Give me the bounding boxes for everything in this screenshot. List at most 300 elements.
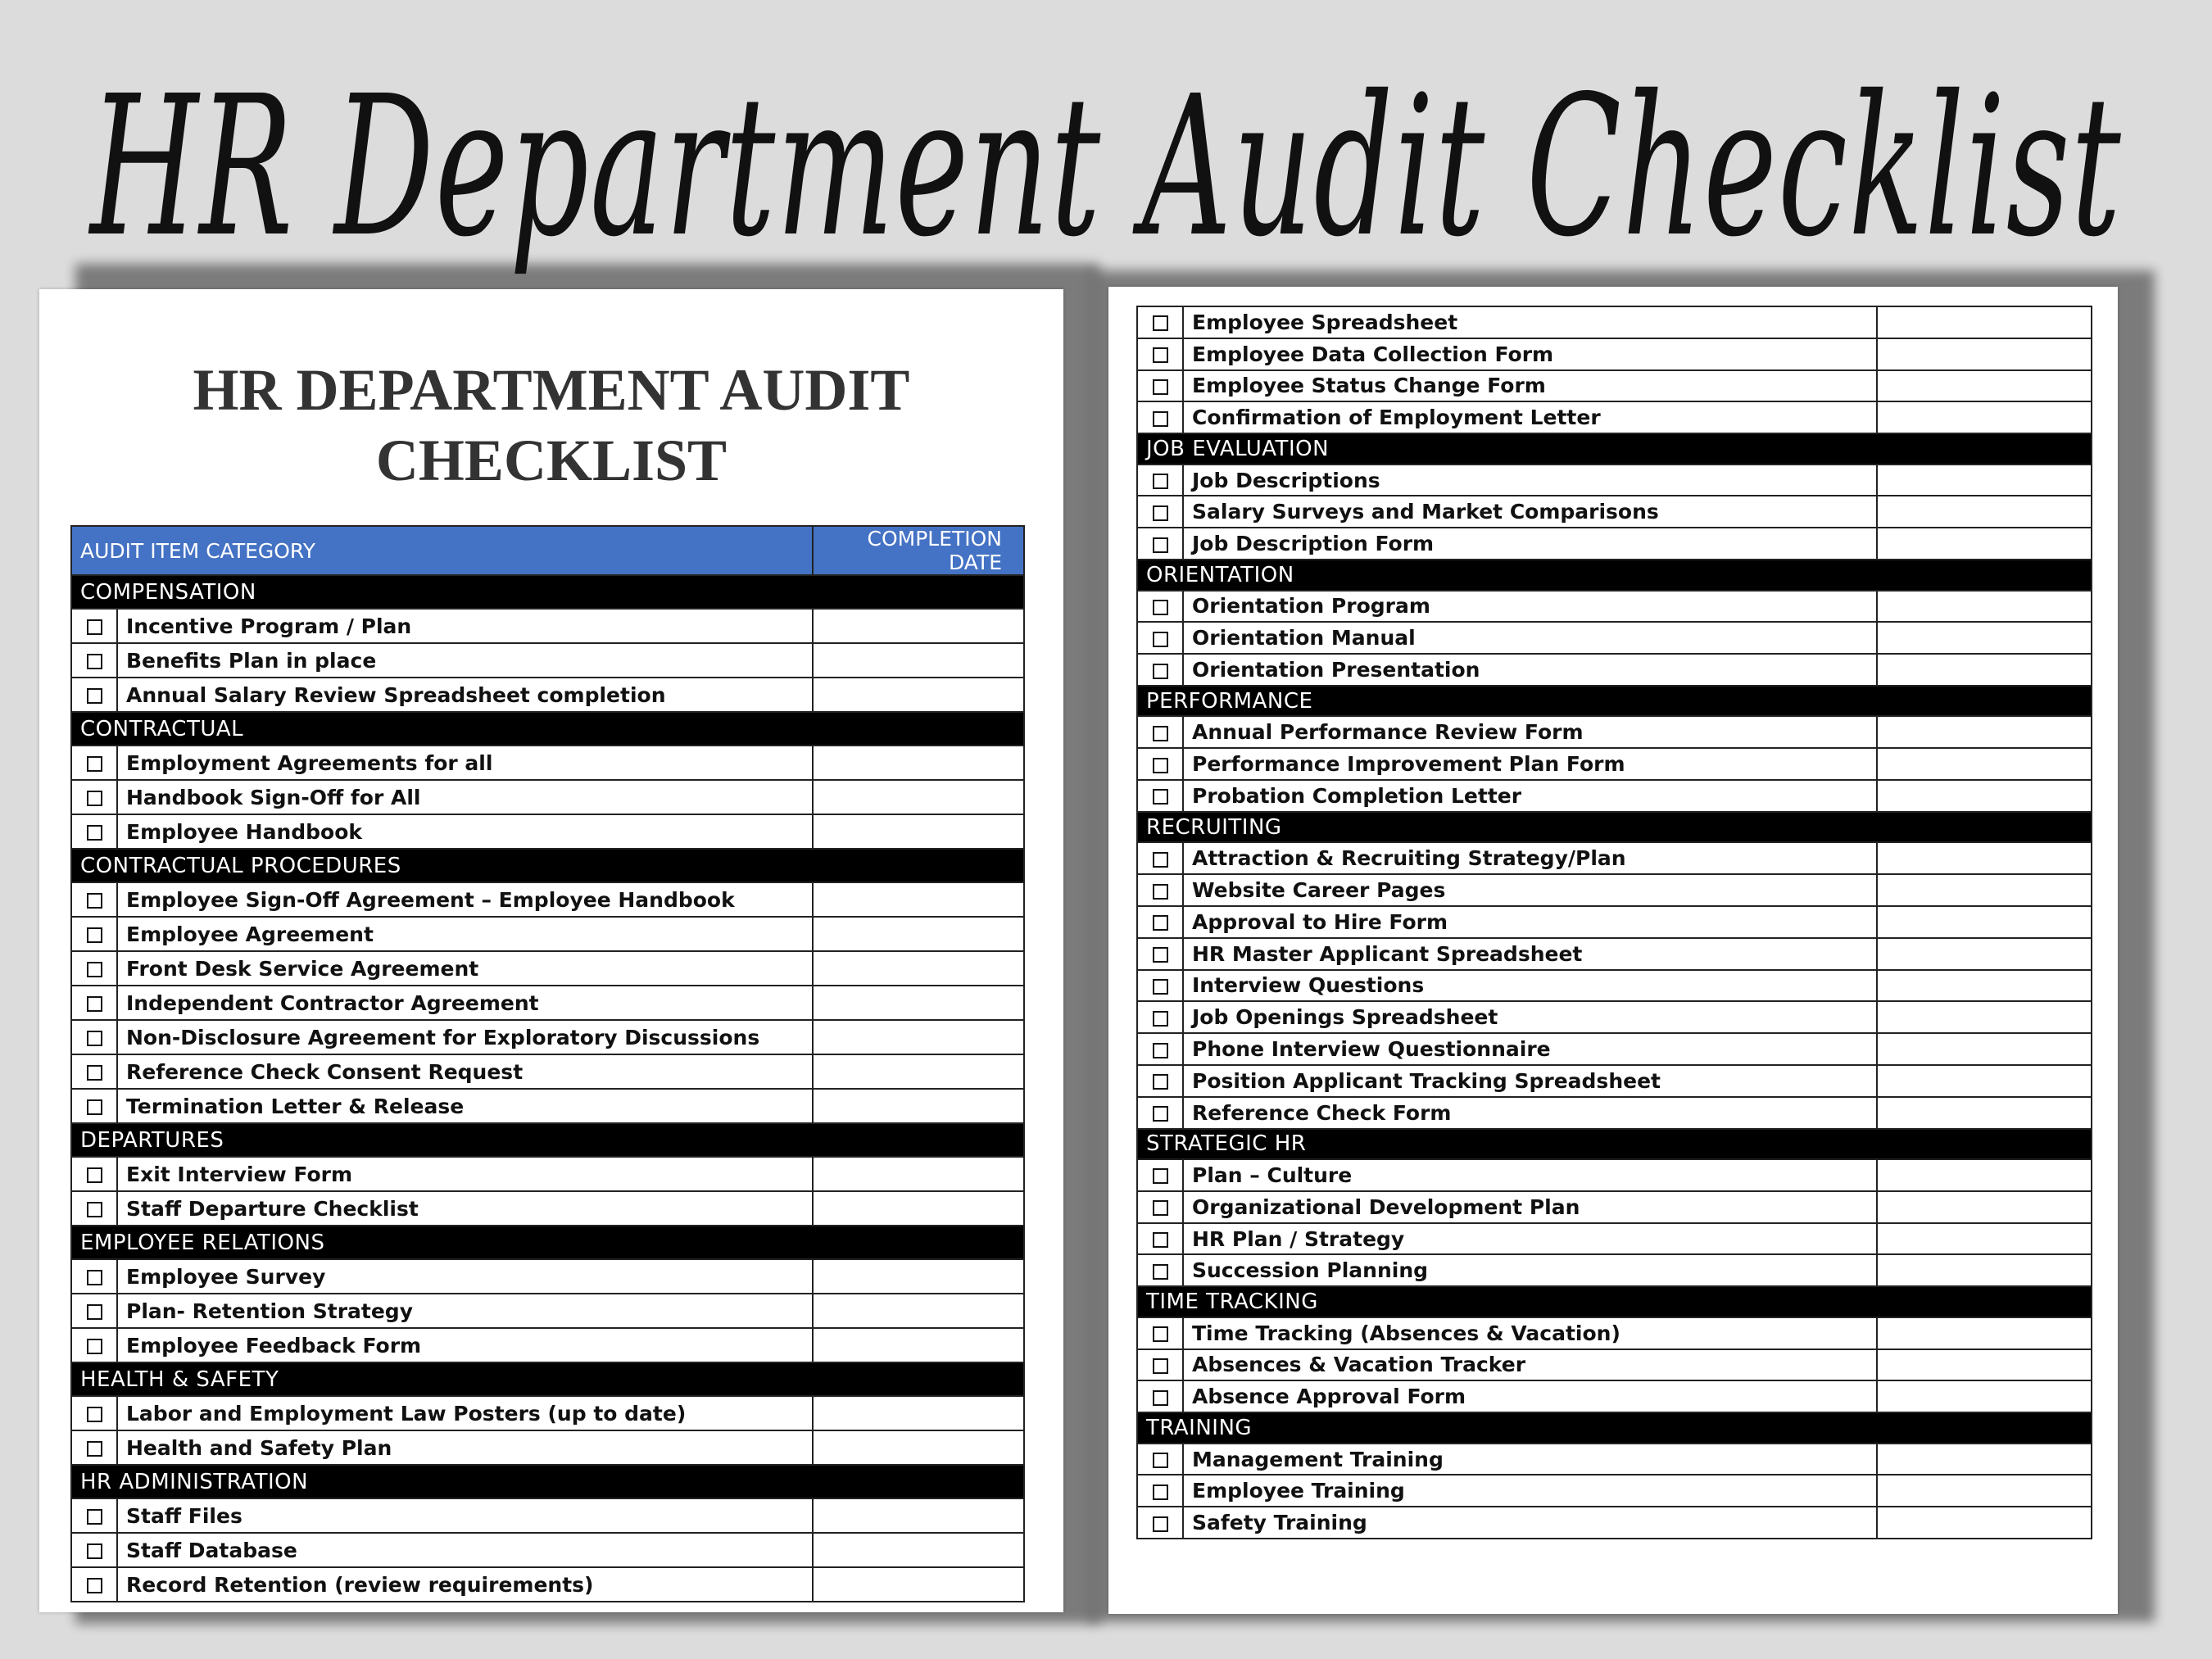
- checklist-row: [71, 746, 1024, 780]
- checkbox[interactable]: [87, 893, 102, 909]
- checkbox[interactable]: [1153, 852, 1168, 868]
- checkbox-cell: [1137, 1001, 1183, 1033]
- checklist-row: [71, 609, 1024, 643]
- checklist-item-label: Orientation Program: [1183, 591, 1877, 623]
- checklist-row: [1137, 622, 2092, 654]
- checklist-item-label: Annual Performance Review Form: [1183, 716, 1877, 748]
- audit-checklist-table-1: [70, 525, 1025, 1602]
- checklist-item-label: Record Retention (review requirements): [117, 1567, 813, 1602]
- completion-date-cell[interactable]: [1877, 528, 2092, 560]
- category-label: EMPLOYEE RELATIONS: [71, 1226, 1024, 1259]
- completion-date-cell[interactable]: [1877, 1254, 2092, 1286]
- checkbox-cell: [1137, 1380, 1183, 1412]
- checklist-row: [71, 1294, 1024, 1328]
- checkbox-cell: [1137, 1159, 1183, 1191]
- category-label: RECRUITING: [1137, 812, 2092, 843]
- category-row: [71, 1362, 1024, 1396]
- completion-date-cell[interactable]: [813, 780, 1024, 814]
- checkbox[interactable]: [87, 962, 102, 977]
- checklist-row: [1137, 591, 2092, 623]
- checklist-row: [1137, 1380, 2092, 1412]
- checkbox-cell: [71, 1533, 117, 1567]
- checklist-row: [1137, 1065, 2092, 1097]
- checklist-item-label: Labor and Employment Law Posters (up to date): [117, 1396, 813, 1430]
- checklist-row: [1137, 1317, 2092, 1349]
- checkbox[interactable]: [87, 1270, 102, 1285]
- completion-date-cell[interactable]: [813, 1396, 1024, 1430]
- checkbox[interactable]: [87, 619, 102, 635]
- checklist-row: [71, 1259, 1024, 1294]
- checklist-item-label: Reference Check Consent Request: [117, 1054, 813, 1089]
- checklist-row: [1137, 716, 2092, 748]
- category-label: HR ADMINISTRATION: [71, 1465, 1024, 1498]
- checklist-row: [1137, 842, 2092, 874]
- checkbox-cell: [1137, 1191, 1183, 1223]
- completion-date-cell[interactable]: [1877, 591, 2092, 623]
- checklist-item-label: Staff Files: [117, 1498, 813, 1533]
- checklist-item-label: Orientation Presentation: [1183, 654, 1877, 686]
- category-row: [1137, 1286, 2092, 1317]
- checklist-page-2: [1108, 287, 2118, 1614]
- checkbox[interactable]: [1153, 1453, 1168, 1468]
- category-row: [71, 1123, 1024, 1157]
- checklist-item-label: Job Description Form: [1183, 528, 1877, 560]
- checklist-row: [71, 1191, 1024, 1226]
- audit-checklist-table-2: [1136, 306, 2092, 1539]
- completion-date-cell[interactable]: [1877, 370, 2092, 402]
- checklist-row: [71, 917, 1024, 951]
- checklist-row: [1137, 1349, 2092, 1381]
- category-label: HEALTH & SAFETY: [71, 1362, 1024, 1396]
- checkbox-cell: [1137, 401, 1183, 433]
- checkbox[interactable]: [1153, 1358, 1168, 1374]
- completion-date-cell[interactable]: [1877, 622, 2092, 654]
- checkbox[interactable]: [87, 1578, 102, 1593]
- checklist-row: [71, 678, 1024, 712]
- checklist-row: [71, 1567, 1024, 1602]
- checkbox-cell: [1137, 1097, 1183, 1129]
- checklist-item-label: Plan – Culture: [1183, 1159, 1877, 1191]
- checkbox-cell: [71, 780, 117, 814]
- checkbox-cell: [71, 1430, 117, 1465]
- checkbox[interactable]: [1153, 884, 1168, 900]
- checklist-row: [1137, 748, 2092, 780]
- checklist-item-label: Benefits Plan in place: [117, 643, 813, 678]
- checklist-item-label: Confirmation of Employment Letter: [1183, 401, 1877, 433]
- completion-date-cell[interactable]: [1877, 1159, 2092, 1191]
- checkbox[interactable]: [87, 1099, 102, 1115]
- checklist-item-label: Probation Completion Letter: [1183, 780, 1877, 812]
- script-banner-title: [0, 0, 2212, 295]
- checklist-item-label: Employee Sign-Off Agreement – Employee Handbook: [117, 882, 813, 917]
- checkbox-cell: [71, 1328, 117, 1362]
- completion-date-cell[interactable]: [1877, 338, 2092, 370]
- checkbox[interactable]: [87, 791, 102, 806]
- checklist-item-label: HR Plan / Strategy: [1183, 1223, 1877, 1255]
- category-label: TIME TRACKING: [1137, 1286, 2092, 1317]
- document-title-line2: CHECKLIST: [375, 428, 728, 493]
- checklist-row: [1137, 306, 2092, 338]
- checkbox-cell: [1137, 842, 1183, 874]
- checkbox[interactable]: [1153, 474, 1168, 489]
- checkbox[interactable]: [1153, 315, 1168, 331]
- checkbox-cell: [1137, 1444, 1183, 1475]
- checklist-item-label: Reference Check Form: [1183, 1097, 1877, 1129]
- checkbox[interactable]: [1153, 979, 1168, 995]
- checklist-item-label: Front Desk Service Agreement: [117, 951, 813, 986]
- checkbox-cell: [71, 1396, 117, 1430]
- checkbox-cell: [1137, 622, 1183, 654]
- checkbox-cell: [71, 746, 117, 780]
- category-row: [1137, 812, 2092, 843]
- checkbox[interactable]: [87, 927, 102, 943]
- completion-date-cell[interactable]: [1877, 465, 2092, 496]
- checklist-item-label: Employee Handbook: [117, 814, 813, 849]
- checkbox[interactable]: [1153, 947, 1168, 963]
- completion-date-cell[interactable]: [813, 643, 1024, 678]
- category-row: [1137, 433, 2092, 465]
- completion-date-cell[interactable]: [813, 678, 1024, 712]
- checkbox[interactable]: [1153, 505, 1168, 521]
- banner-title-text: HR Department Audit Checklist: [88, 54, 2123, 279]
- checklist-item-label: Orientation Manual: [1183, 622, 1877, 654]
- checkbox-cell: [71, 986, 117, 1020]
- checklist-item-label: Website Career Pages: [1183, 874, 1877, 906]
- checklist-row: [1137, 654, 2092, 686]
- checklist-row: [71, 986, 1024, 1020]
- completion-date-cell[interactable]: [1877, 1349, 2092, 1381]
- checklist-row: [71, 1430, 1024, 1465]
- category-label: ORIENTATION: [1137, 560, 2092, 591]
- completion-date-cell[interactable]: [1877, 1444, 2092, 1475]
- checkbox-cell: [1137, 528, 1183, 560]
- checklist-item-label: Non-Disclosure Agreement for Exploratory Discussions: [117, 1020, 813, 1054]
- checkbox[interactable]: [87, 1441, 102, 1457]
- checklist-row: [1137, 906, 2092, 938]
- completion-date-cell[interactable]: [813, 814, 1024, 849]
- completion-date-cell[interactable]: [813, 1089, 1024, 1123]
- checkbox[interactable]: [1153, 1074, 1168, 1090]
- category-label: DEPARTURES: [71, 1123, 1024, 1157]
- checkbox-cell: [1137, 1254, 1183, 1286]
- checklist-item-label: Time Tracking (Absences & Vacation): [1183, 1317, 1877, 1349]
- completion-date-cell[interactable]: [1877, 496, 2092, 528]
- checkbox[interactable]: [1153, 758, 1168, 773]
- checkbox[interactable]: [1153, 347, 1168, 363]
- checklist-row: [1137, 780, 2092, 812]
- checklist-item-label: Safety Training: [1183, 1507, 1877, 1539]
- completion-date-cell[interactable]: [1877, 1475, 2092, 1507]
- checklist-item-label: Succession Planning: [1183, 1254, 1877, 1286]
- category-label: TRAINING: [1137, 1412, 2092, 1444]
- checklist-row: [1137, 1033, 2092, 1065]
- checkbox[interactable]: [87, 1543, 102, 1559]
- checkbox-cell: [1137, 306, 1183, 338]
- checklist-item-label: Health and Safety Plan: [117, 1430, 813, 1465]
- category-row: [71, 1465, 1024, 1498]
- checkbox[interactable]: [1153, 1516, 1168, 1532]
- completion-date-cell[interactable]: [1877, 1380, 2092, 1412]
- checkbox-cell: [1137, 496, 1183, 528]
- checklist-row: [71, 1533, 1024, 1567]
- checkbox-cell: [1137, 1475, 1183, 1507]
- checklist-item-label: Handbook Sign-Off for All: [117, 780, 813, 814]
- category-row: [71, 712, 1024, 746]
- checklist-row: [1137, 528, 2092, 560]
- checkbox-cell: [1137, 716, 1183, 748]
- checkbox[interactable]: [1153, 632, 1168, 647]
- checkbox-cell: [1137, 874, 1183, 906]
- checklist-row: [1137, 1254, 2092, 1286]
- checkbox[interactable]: [87, 1167, 102, 1183]
- checkbox-cell: [71, 1191, 117, 1226]
- completion-date-cell[interactable]: [813, 1498, 1024, 1533]
- completion-date-cell[interactable]: [1877, 1191, 2092, 1223]
- checkbox[interactable]: [1153, 1106, 1168, 1122]
- checklist-item-label: Independent Contractor Agreement: [117, 986, 813, 1020]
- checkbox[interactable]: [87, 1031, 102, 1046]
- checkbox[interactable]: [1153, 411, 1168, 427]
- checkbox[interactable]: [1153, 1043, 1168, 1058]
- checkbox[interactable]: [87, 654, 102, 669]
- checkbox[interactable]: [87, 1065, 102, 1081]
- checkbox-cell: [71, 917, 117, 951]
- category-row: [1137, 560, 2092, 591]
- checkbox[interactable]: [1153, 789, 1168, 805]
- completion-date-cell[interactable]: [813, 986, 1024, 1020]
- checkbox-cell: [71, 1498, 117, 1533]
- completion-date-cell[interactable]: [813, 1430, 1024, 1465]
- category-row: [1137, 1129, 2092, 1160]
- checkbox-cell: [1137, 780, 1183, 812]
- checklist-item-label: Plan- Retention Strategy: [117, 1294, 813, 1328]
- checklist-row: [1137, 1159, 2092, 1191]
- checklist-item-label: Job Openings Spreadsheet: [1183, 1001, 1877, 1033]
- checkbox-cell: [1137, 1317, 1183, 1349]
- checklist-row: [71, 882, 1024, 917]
- completion-date-cell[interactable]: [1877, 970, 2092, 1002]
- checklist-item-label: Staff Database: [117, 1533, 813, 1567]
- checklist-item-label: Exit Interview Form: [117, 1157, 813, 1191]
- checkbox-cell: [1137, 1507, 1183, 1539]
- checklist-item-label: Position Applicant Tracking Spreadsheet: [1183, 1065, 1877, 1097]
- checkbox-cell: [1137, 465, 1183, 496]
- checkbox[interactable]: [1153, 664, 1168, 679]
- header-audit-item-category: AUDIT ITEM CATEGORY: [71, 526, 813, 575]
- checklist-row: [71, 780, 1024, 814]
- checkbox-cell: [71, 951, 117, 986]
- checklist-item-label: Management Training: [1183, 1444, 1877, 1475]
- category-row: [71, 849, 1024, 882]
- checklist-item-label: Employee Data Collection Form: [1183, 338, 1877, 370]
- checkbox-cell: [1137, 591, 1183, 623]
- completion-date-cell[interactable]: [1877, 1223, 2092, 1255]
- checkbox[interactable]: [1153, 1390, 1168, 1406]
- checklist-item-label: Phone Interview Questionnaire: [1183, 1033, 1877, 1065]
- completion-date-cell[interactable]: [1877, 401, 2092, 433]
- checkbox[interactable]: [87, 1202, 102, 1217]
- completion-date-cell[interactable]: [1877, 780, 2092, 812]
- checklist-row: [71, 1328, 1024, 1362]
- category-row: [1137, 1412, 2092, 1444]
- checklist-item-label: Employee Training: [1183, 1475, 1877, 1507]
- completion-date-cell[interactable]: [1877, 874, 2092, 906]
- checkbox[interactable]: [87, 996, 102, 1012]
- completion-date-cell[interactable]: [1877, 716, 2092, 748]
- checkbox-cell: [1137, 1065, 1183, 1097]
- checklist-item-label: Incentive Program / Plan: [117, 609, 813, 643]
- category-row: [71, 1226, 1024, 1259]
- completion-date-cell[interactable]: [813, 1294, 1024, 1328]
- checkbox[interactable]: [1153, 1168, 1168, 1184]
- checkbox[interactable]: [1153, 915, 1168, 931]
- checkbox-cell: [71, 1567, 117, 1602]
- document-title: [39, 355, 1063, 496]
- checkbox[interactable]: [1153, 726, 1168, 741]
- checkbox[interactable]: [87, 688, 102, 704]
- checkbox-cell: [1137, 1033, 1183, 1065]
- checklist-item-label: Staff Departure Checklist: [117, 1191, 813, 1226]
- checklist-item-label: Employee Agreement: [117, 917, 813, 951]
- completion-date-cell[interactable]: [813, 1054, 1024, 1089]
- completion-date-cell[interactable]: [813, 951, 1024, 986]
- table-header-row: [71, 526, 1024, 575]
- checkbox-cell: [71, 1020, 117, 1054]
- category-row: [1137, 686, 2092, 717]
- completion-date-cell[interactable]: [1877, 1317, 2092, 1349]
- checkbox-cell: [1137, 1223, 1183, 1255]
- checkbox[interactable]: [87, 1339, 102, 1354]
- checkbox[interactable]: [87, 825, 102, 841]
- checklist-row: [71, 1157, 1024, 1191]
- checkbox[interactable]: [87, 1407, 102, 1422]
- completion-date-cell[interactable]: [1877, 1033, 2092, 1065]
- checkbox[interactable]: [1153, 1264, 1168, 1280]
- completion-date-cell[interactable]: [1877, 748, 2092, 780]
- completion-date-cell[interactable]: [813, 1567, 1024, 1602]
- checkbox[interactable]: [1153, 1326, 1168, 1342]
- checklist-row: [71, 1054, 1024, 1089]
- completion-date-cell[interactable]: [1877, 938, 2092, 970]
- completion-date-cell[interactable]: [1877, 306, 2092, 338]
- checklist-item-label: Salary Surveys and Market Comparisons: [1183, 496, 1877, 528]
- checkbox[interactable]: [1153, 600, 1168, 615]
- category-label: PERFORMANCE: [1137, 686, 2092, 717]
- checkbox-cell: [71, 678, 117, 712]
- checkbox[interactable]: [1153, 1200, 1168, 1216]
- checklist-item-label: HR Master Applicant Spreadsheet: [1183, 938, 1877, 970]
- completion-date-cell[interactable]: [813, 1328, 1024, 1362]
- checklist-item-label: Annual Salary Review Spreadsheet completion: [117, 678, 813, 712]
- completion-date-cell[interactable]: [813, 1157, 1024, 1191]
- checklist-row: [1137, 338, 2092, 370]
- completion-date-cell[interactable]: [813, 1259, 1024, 1294]
- checklist-row: [1137, 970, 2092, 1002]
- completion-date-cell[interactable]: [813, 882, 1024, 917]
- checkbox[interactable]: [87, 1509, 102, 1525]
- completion-date-cell[interactable]: [1877, 1097, 2092, 1129]
- checkbox[interactable]: [1153, 1011, 1168, 1027]
- checklist-row: [1137, 1507, 2092, 1539]
- checkbox-cell: [1137, 1349, 1183, 1381]
- category-label: CONTRACTUAL: [71, 712, 1024, 746]
- checklist-row: [1137, 496, 2092, 528]
- completion-date-cell[interactable]: [1877, 842, 2092, 874]
- checklist-row: [1137, 401, 2092, 433]
- completion-date-cell[interactable]: [1877, 1065, 2092, 1097]
- checkbox[interactable]: [1153, 379, 1168, 395]
- checkbox-cell: [71, 643, 117, 678]
- category-row: [71, 575, 1024, 609]
- checkbox-cell: [71, 814, 117, 849]
- checklist-row: [1137, 1097, 2092, 1129]
- checklist-item-label: Job Descriptions: [1183, 465, 1877, 496]
- category-label: STRATEGIC HR: [1137, 1129, 2092, 1160]
- checkbox-cell: [1137, 338, 1183, 370]
- checkbox[interactable]: [1153, 537, 1168, 553]
- checklist-row: [1137, 1444, 2092, 1475]
- checkbox-cell: [71, 1259, 117, 1294]
- checklist-item-label: Employee Status Change Form: [1183, 370, 1877, 402]
- completion-date-cell[interactable]: [813, 1020, 1024, 1054]
- checklist-item-label: Absences & Vacation Tracker: [1183, 1349, 1877, 1381]
- checkbox-cell: [71, 609, 117, 643]
- checklist-item-label: Termination Letter & Release: [117, 1089, 813, 1123]
- checklist-row: [1137, 370, 2092, 402]
- checkbox[interactable]: [87, 756, 102, 772]
- checklist-item-label: Employee Feedback Form: [117, 1328, 813, 1362]
- checklist-row: [71, 1089, 1024, 1123]
- checklist-item-label: Performance Improvement Plan Form: [1183, 748, 1877, 780]
- completion-date-cell[interactable]: [1877, 1507, 2092, 1539]
- checklist-item-label: Employee Survey: [117, 1259, 813, 1294]
- checklist-row: [1137, 938, 2092, 970]
- checklist-row: [71, 951, 1024, 986]
- completion-date-cell[interactable]: [1877, 1001, 2092, 1033]
- checkbox-cell: [71, 1054, 117, 1089]
- category-label: COMPENSATION: [71, 575, 1024, 609]
- checklist-row: [1137, 1001, 2092, 1033]
- checkbox-cell: [1137, 970, 1183, 1002]
- checkbox-cell: [71, 1294, 117, 1328]
- checkbox[interactable]: [1153, 1232, 1168, 1248]
- checklist-row: [1137, 874, 2092, 906]
- checkbox-cell: [71, 1157, 117, 1191]
- checkbox[interactable]: [87, 1304, 102, 1320]
- checkbox-cell: [1137, 654, 1183, 686]
- checkbox[interactable]: [1153, 1484, 1168, 1500]
- checklist-item-label: Attraction & Recruiting Strategy/Plan: [1183, 842, 1877, 874]
- checklist-row: [1137, 1223, 2092, 1255]
- checklist-row: [1137, 465, 2092, 496]
- checklist-item-label: Employee Spreadsheet: [1183, 306, 1877, 338]
- header-completion-date: COMPLETION DATE: [813, 526, 1024, 575]
- completion-date-cell[interactable]: [1877, 654, 2092, 686]
- checklist-page-1: [39, 289, 1063, 1612]
- checklist-row: [71, 1498, 1024, 1533]
- checkbox-cell: [1137, 938, 1183, 970]
- completion-date-cell[interactable]: [813, 609, 1024, 643]
- completion-date-cell[interactable]: [813, 746, 1024, 780]
- checklist-row: [71, 1396, 1024, 1430]
- completion-date-cell[interactable]: [813, 1191, 1024, 1226]
- checklist-row: [1137, 1475, 2092, 1507]
- checklist-item-label: Approval to Hire Form: [1183, 906, 1877, 938]
- completion-date-cell[interactable]: [1877, 906, 2092, 938]
- completion-date-cell[interactable]: [813, 1533, 1024, 1567]
- checkbox-cell: [1137, 748, 1183, 780]
- completion-date-cell[interactable]: [813, 917, 1024, 951]
